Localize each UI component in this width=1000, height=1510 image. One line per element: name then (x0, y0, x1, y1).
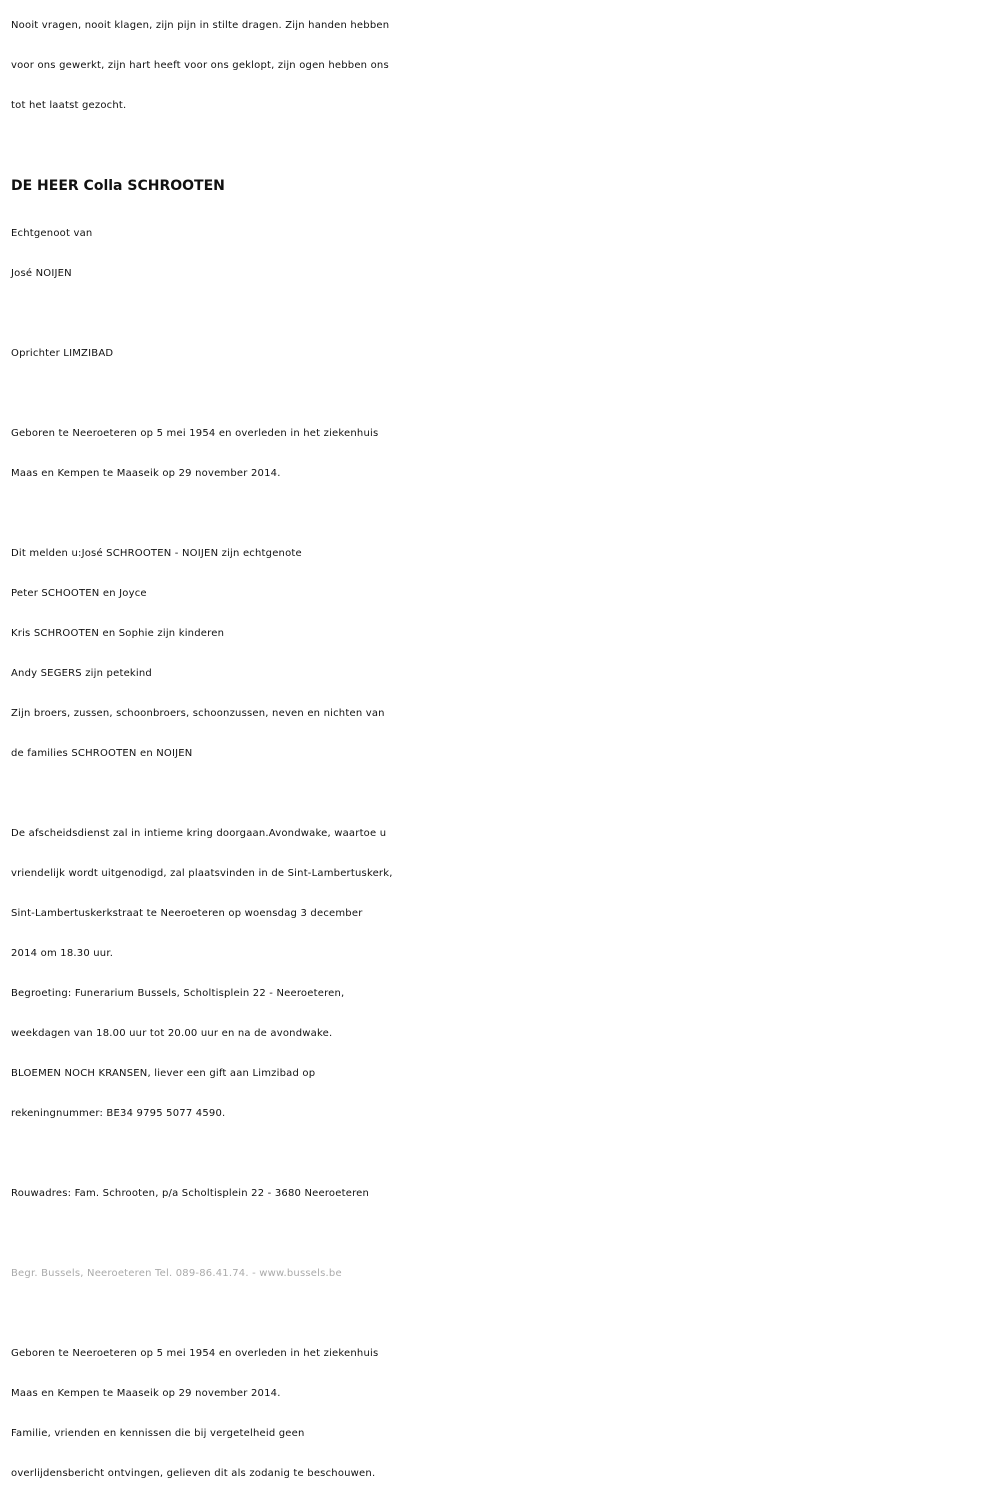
service-line: De afscheidsdienst zal in intieme kring doorgaan.Avondwake, waartoe u (11, 828, 387, 839)
spacer (11, 1214, 991, 1254)
obituary-document (11, 6, 991, 1494)
closing-line: Geboren te Neeroeteren op 5 mei 1954 en overleden in het ziekenhuis (11, 1348, 379, 1359)
service-block (11, 814, 991, 1134)
family-line: Peter SCHOOTEN en Joyce (11, 588, 147, 599)
service-line: 2014 om 18.30 uur. (11, 948, 114, 959)
spouse-block (11, 214, 991, 294)
spacer (11, 1134, 991, 1174)
birth-death-line: Geboren te Neeroeteren op 5 mei 1954 en overleden in het ziekenhuis (11, 428, 379, 439)
family-line: Dit melden u:José SCHROOTEN - NOIJEN zijn echtgenote (11, 548, 302, 559)
address-line: Rouwadres: Fam. Schrooten, p/a Scholtisplein 22 - 3680 Neeroeteren (11, 1188, 370, 1199)
closing-line: Maas en Kempen te Maaseik op 29 november 2014. (11, 1388, 281, 1399)
birth-death-block (11, 414, 991, 494)
service-line: weekdagen van 18.00 uur tot 20.00 uur en na de avondwake. (11, 1028, 333, 1039)
intro-line: Nooit vragen, nooit klagen, zijn pijn in stilte dragen. Zijn handen hebben (11, 20, 390, 31)
intro-line: tot het laatst gezocht. (11, 100, 127, 111)
intro-poem (11, 6, 991, 126)
spacer (11, 1294, 991, 1334)
service-line: vriendelijk wordt uitgenodigd, zal plaatsvinden in de Sint-Lambertuskerk, (11, 868, 393, 879)
birth-death-line: Maas en Kempen te Maaseik op 29 november 2014. (11, 468, 281, 479)
spouse-line: José NOIJEN (11, 268, 72, 279)
spacer (11, 494, 991, 534)
deceased-name: DE HEER Colla SCHROOTEN (11, 178, 225, 194)
closing-line: overlijdensbericht ontvingen, gelieven dit als zodanig te beschouwen. (11, 1468, 376, 1479)
intro-line: voor ons gewerkt, zijn hart heeft voor ons geklopt, zijn ogen hebben ons (11, 60, 389, 71)
founder-line: Oprichter LIMZIBAD (11, 348, 114, 359)
family-line: Zijn broers, zussen, schoonbroers, schoonzussen, neven en nichten van (11, 708, 385, 719)
closing-line: Familie, vrienden en kennissen die bij vergetelheid geen (11, 1428, 305, 1439)
family-block (11, 534, 991, 774)
service-line: BLOEMEN NOCH KRANSEN, liever een gift aan Limzibad op (11, 1068, 316, 1079)
family-line: de families SCHROOTEN en NOIJEN (11, 748, 193, 759)
service-line: rekeningnummer: BE34 9795 5077 4590. (11, 1108, 226, 1119)
spouse-line: Echtgenoot van (11, 228, 93, 239)
service-line: Begroeting: Funerarium Bussels, Scholtisplein 22 - Neeroeteren, (11, 988, 345, 999)
spacer (11, 294, 991, 334)
service-line: Sint-Lambertuskerkstraat te Neeroeteren op woensdag 3 december (11, 908, 363, 919)
spacer (11, 374, 991, 414)
closing-block (11, 1334, 991, 1494)
family-line: Kris SCHROOTEN en Sophie zijn kinderen (11, 628, 225, 639)
family-line: Andy SEGERS zijn petekind (11, 668, 152, 679)
spacer (11, 774, 991, 814)
undertaker-line: Begr. Bussels, Neeroeteren Tel. 089-86.41.74. - www.bussels.be (11, 1268, 342, 1279)
